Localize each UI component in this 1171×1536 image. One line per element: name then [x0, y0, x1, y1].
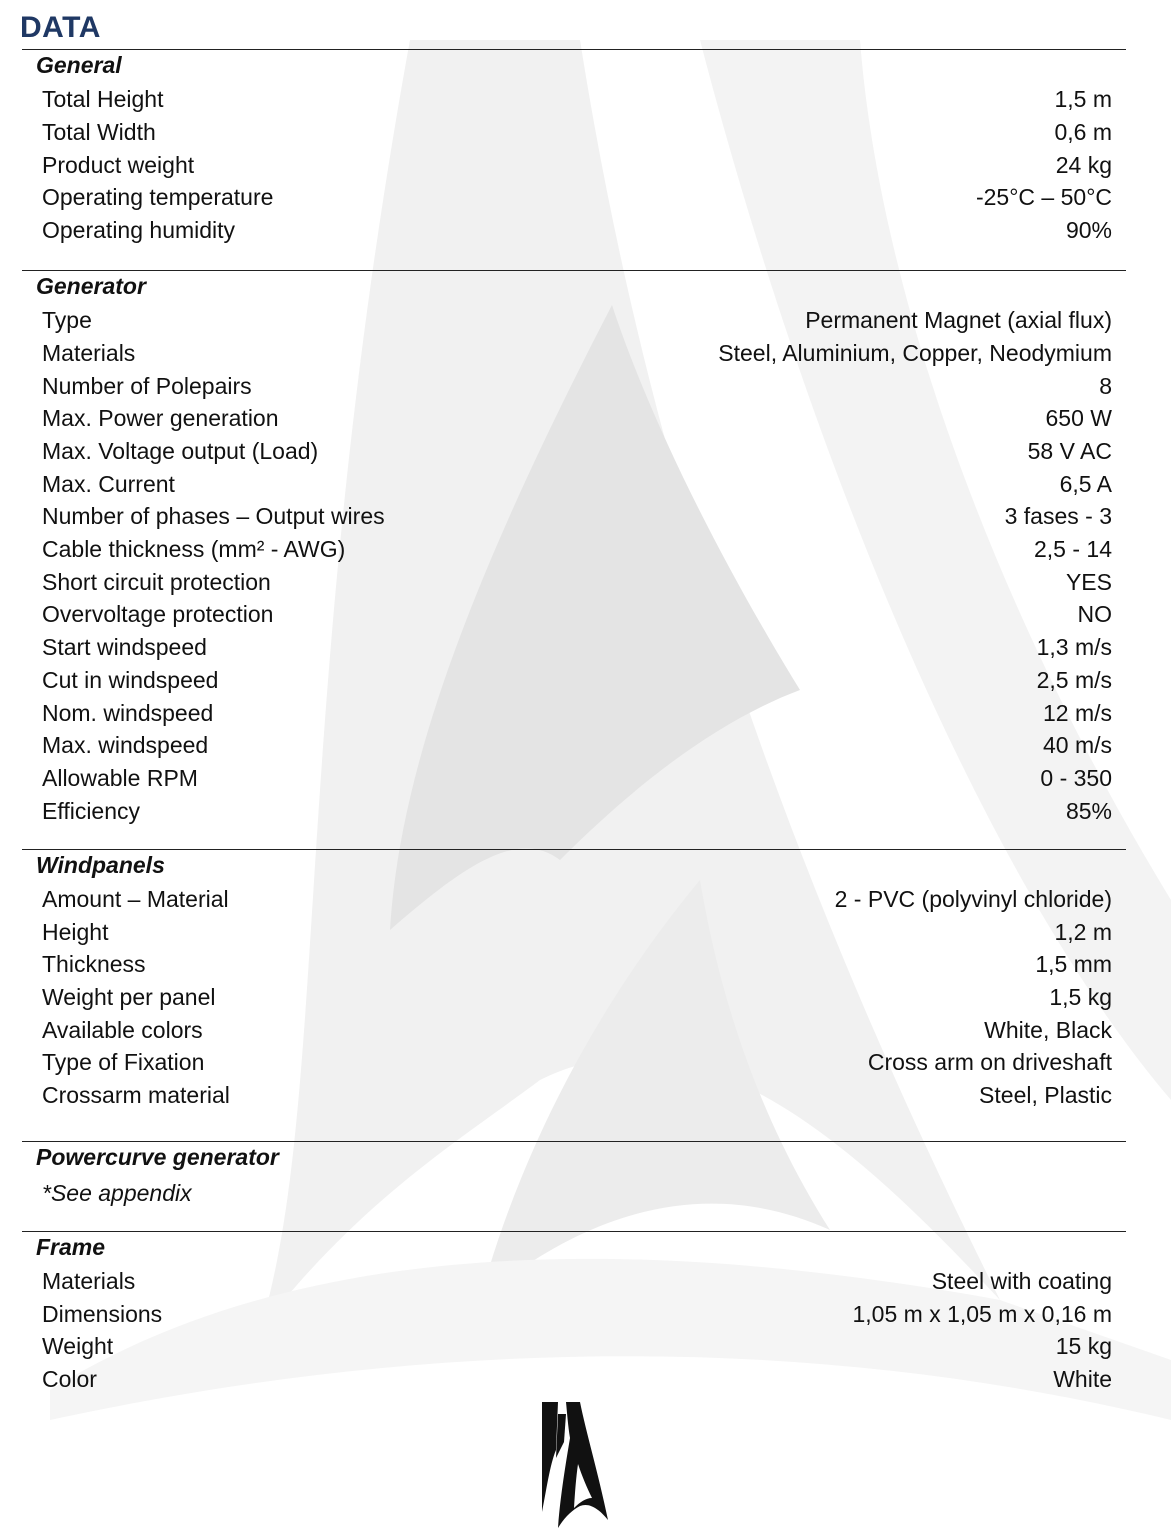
- spec-row: [42, 471, 1112, 503]
- spec-value: 0,6 m: [1054, 119, 1112, 145]
- spec-value: NO: [1077, 601, 1112, 627]
- spec-label: Amount – Material: [42, 886, 229, 912]
- spec-row: [42, 798, 1112, 830]
- spec-value: White, Black: [984, 1017, 1112, 1043]
- spec-row: [42, 700, 1112, 732]
- spec-value: YES: [1065, 569, 1112, 595]
- spec-label: Short circuit protection: [42, 569, 271, 595]
- spec-row: [42, 1333, 1112, 1365]
- spec-label: Number of phases – Output wires: [42, 503, 385, 529]
- section-windpanels: [22, 849, 1126, 1130]
- spec-label: Overvoltage protection: [42, 601, 274, 627]
- spec-value: Cross arm on driveshaft: [867, 1049, 1112, 1075]
- spec-row: [42, 217, 1112, 249]
- spec-label: Number of Polepairs: [42, 373, 252, 399]
- spec-label: Total Height: [42, 86, 164, 112]
- spec-row: [42, 765, 1112, 797]
- spec-row: [42, 1017, 1112, 1049]
- spec-row: [42, 373, 1112, 405]
- spec-row: [42, 86, 1112, 118]
- spec-row: [42, 634, 1112, 666]
- spec-value: 1,05 m x 1,05 m x 0,16 m: [852, 1301, 1112, 1327]
- spec-row: [42, 307, 1112, 339]
- spec-label: Efficiency: [42, 798, 141, 824]
- spec-value: 8: [1099, 373, 1112, 399]
- section-heading: Powercurve generator: [36, 1144, 279, 1170]
- spec-row: [42, 1268, 1112, 1300]
- spec-row: [42, 119, 1112, 151]
- spec-value: 12 m/s: [1042, 700, 1112, 726]
- section-heading: Frame: [36, 1234, 106, 1260]
- spec-row: [42, 886, 1112, 918]
- spec-label: Materials: [42, 340, 136, 366]
- spec-label: Color: [42, 1366, 97, 1392]
- spec-row: [42, 569, 1112, 601]
- spec-label: Nom. windspeed: [42, 700, 214, 726]
- spec-label: Operating humidity: [42, 217, 236, 243]
- spec-label: Max. Voltage output (Load): [42, 438, 319, 464]
- spec-row: [42, 984, 1112, 1016]
- spec-label: Cable thickness (mm² - AWG): [42, 536, 346, 562]
- spec-value: 15 kg: [1055, 1333, 1112, 1359]
- spec-value: Permanent Magnet (axial flux): [805, 307, 1112, 333]
- spec-value: 2,5 - 14: [1034, 536, 1112, 562]
- spec-row: [42, 503, 1112, 535]
- spec-row: [42, 1366, 1112, 1398]
- spec-label: Materials: [42, 1268, 136, 1294]
- section-generator: [22, 270, 1126, 841]
- spec-label: Available colors: [42, 1017, 203, 1043]
- spec-label: Dimensions: [42, 1301, 163, 1327]
- spec-row: [42, 951, 1112, 983]
- spec-value: Steel, Aluminium, Copper, Neodymium: [718, 340, 1112, 366]
- spec-label: Weight per panel: [42, 984, 216, 1010]
- spec-value: -25°C – 50°C: [975, 184, 1112, 210]
- spec-label: Start windspeed: [42, 634, 207, 660]
- section-heading: General: [36, 52, 122, 78]
- spec-row: [42, 340, 1112, 372]
- spec-label: Thickness: [42, 951, 146, 977]
- spec-value: Steel, Plastic: [979, 1082, 1112, 1108]
- spec-row: [42, 667, 1112, 699]
- spec-label: Product weight: [42, 152, 195, 178]
- spec-label: Max. windspeed: [42, 732, 209, 758]
- spec-row: [42, 438, 1112, 470]
- spec-row: [42, 152, 1112, 184]
- section-powercurve: [22, 1141, 1126, 1222]
- spec-value: White: [1053, 1366, 1112, 1392]
- spec-value: 24 kg: [1055, 152, 1112, 178]
- spec-label: Type of Fixation: [42, 1049, 205, 1075]
- appendix-note: *See appendix: [42, 1180, 192, 1206]
- spec-label: Max. Current: [42, 471, 175, 497]
- spec-label: Max. Power generation: [42, 405, 279, 431]
- spec-value: 1,5 mm: [1035, 951, 1112, 977]
- spec-value: 1,3 m/s: [1036, 634, 1112, 660]
- section-heading: Generator: [36, 273, 146, 299]
- spec-row: [42, 1049, 1112, 1081]
- spec-label: Total Width: [42, 119, 156, 145]
- spec-value: 6,5 A: [1059, 471, 1112, 497]
- spec-value: 1,5 kg: [1049, 984, 1112, 1010]
- spec-row: [42, 919, 1112, 951]
- spec-value: 3 fases - 3: [1004, 503, 1112, 529]
- spec-row: [42, 184, 1112, 216]
- spec-value: 2 - PVC (polyvinyl chloride): [834, 886, 1112, 912]
- spec-label: Type: [42, 307, 92, 333]
- spec-value: 58 V AC: [1027, 438, 1112, 464]
- spec-row: [42, 536, 1112, 568]
- spec-row: [42, 601, 1112, 633]
- spec-label: Allowable RPM: [42, 765, 198, 791]
- section-frame: [22, 1231, 1126, 1402]
- spec-value: 2,5 m/s: [1036, 667, 1112, 693]
- spec-label: Weight: [42, 1333, 114, 1359]
- spec-label: Operating temperature: [42, 184, 274, 210]
- spec-value: 40 m/s: [1042, 732, 1112, 758]
- spec-row: [42, 405, 1112, 437]
- spec-value: Steel with coating: [931, 1268, 1112, 1294]
- page-title: DATA: [20, 11, 101, 44]
- spec-label: Height: [42, 919, 109, 945]
- spec-row: [42, 1301, 1112, 1333]
- spec-value: 85%: [1065, 798, 1112, 824]
- spec-value: 1,2 m: [1054, 919, 1112, 945]
- spec-label: Crossarm material: [42, 1082, 230, 1108]
- section-general: [22, 49, 1126, 260]
- spec-row: [42, 732, 1112, 764]
- spec-value: 1,5 m: [1054, 86, 1112, 112]
- brand-logo-icon: [540, 1402, 610, 1530]
- spec-value: 90%: [1065, 217, 1112, 243]
- spec-label: Cut in windspeed: [42, 667, 219, 693]
- section-heading: Windpanels: [36, 852, 165, 878]
- spec-value: 650 W: [1045, 405, 1112, 431]
- spec-value: 0 - 350: [1040, 765, 1112, 791]
- spec-row: [42, 1082, 1112, 1114]
